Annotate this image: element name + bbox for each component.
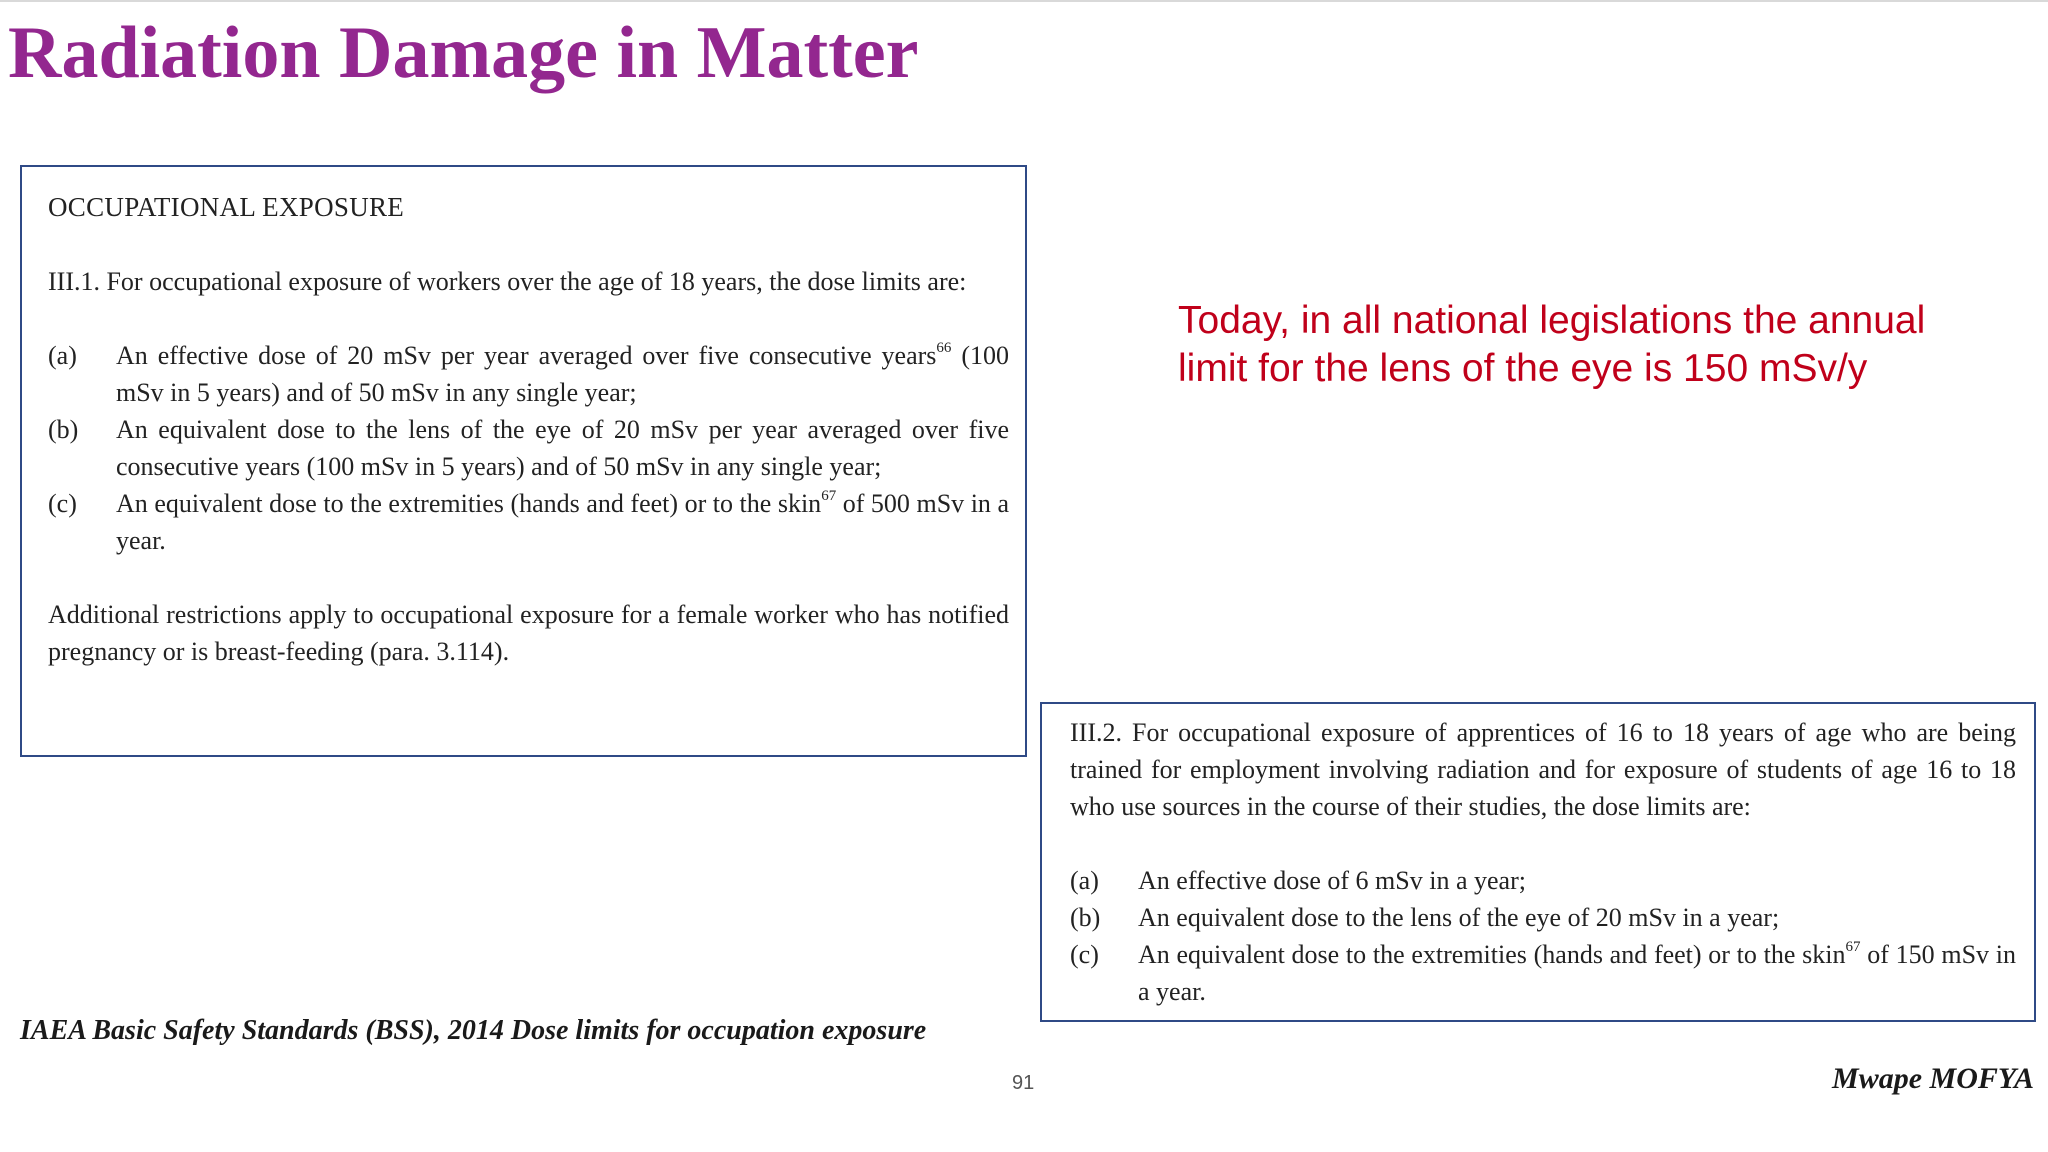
item-marker: (b) (48, 415, 79, 444)
item-text-cont: of 150 mSv in a year. (1138, 940, 2016, 1006)
item-marker: (a) (1070, 866, 1099, 895)
item-text-cont: (100 mSv in 5 years) and of 50 mSv in any single year; (116, 341, 1009, 407)
source-citation: IAEA Basic Safety Standards (BSS), 2014 Dose limits for occupation exposure (20, 1015, 927, 1046)
item-text: An equivalent dose to the extremities (hands and feet) or to the skin (116, 489, 822, 518)
item-text: An effective dose of 20 mSv per year averaged over five consecutive years (116, 341, 937, 370)
page-number: 91 (1012, 1072, 1035, 1094)
author-name: Mwape MOFYA (1832, 1062, 2034, 1095)
item-marker: (b) (1070, 903, 1101, 932)
item-marker: (a) (48, 341, 77, 370)
top-divider (0, 0, 2048, 2)
apprentices-item-a (1070, 862, 2016, 899)
item-text-cont: of 500 mSv in a year. (116, 489, 1009, 555)
apprentices-intro: III.2. For occupational exposure of apprentices of 16 to 18 years of age who are being trained for employment involving radiation and for exposure of students of age 16 to 18 who use sources in the course of their studies, the dose limits are: (1070, 718, 2016, 821)
apprentices-item-c (1070, 936, 2016, 1010)
item-text: An equivalent dose to the lens of the eye of 20 mSv in a year; (1138, 903, 1780, 932)
item-text: An equivalent dose to the lens of the eye of 20 mSv per year averaged over five consecutive years (100 mSv in 5 years) and of 50 mSv in any single year; (116, 415, 1009, 481)
apprentices-item-b (1070, 899, 2016, 936)
occupational-intro: III.1. For occupational exposure of workers over the age of 18 years, the dose limits are: (48, 267, 967, 296)
item-marker: (c) (1070, 940, 1099, 969)
slide-title: Radiation Damage in Matter (8, 12, 919, 94)
occupational-item-c (48, 485, 1009, 559)
occupational-item-a (48, 337, 1009, 411)
occupational-exposure-box (20, 165, 1027, 757)
occupational-footer: Additional restrictions apply to occupational exposure for a female worker who has notified pregnancy or is breast-feeding (para. 3.114). (48, 600, 1009, 666)
occupational-heading: OCCUPATIONAL EXPOSURE (48, 192, 405, 222)
lens-limit-callout: Today, in all national legislations the annual limit for the lens of the eye is 150 mSv/y (1178, 299, 1926, 390)
footnote-ref: 66 (936, 340, 952, 356)
item-text: An equivalent dose to the extremities (hands and feet) or to the skin (1138, 940, 1846, 969)
occupational-item-b (48, 411, 1009, 485)
item-marker: (c) (48, 489, 77, 518)
footnote-ref: 67 (1845, 939, 1861, 955)
apprentices-box (1040, 702, 2036, 1022)
footnote-ref: 67 (821, 488, 837, 504)
item-text: An effective dose of 6 mSv in a year; (1138, 866, 1526, 895)
